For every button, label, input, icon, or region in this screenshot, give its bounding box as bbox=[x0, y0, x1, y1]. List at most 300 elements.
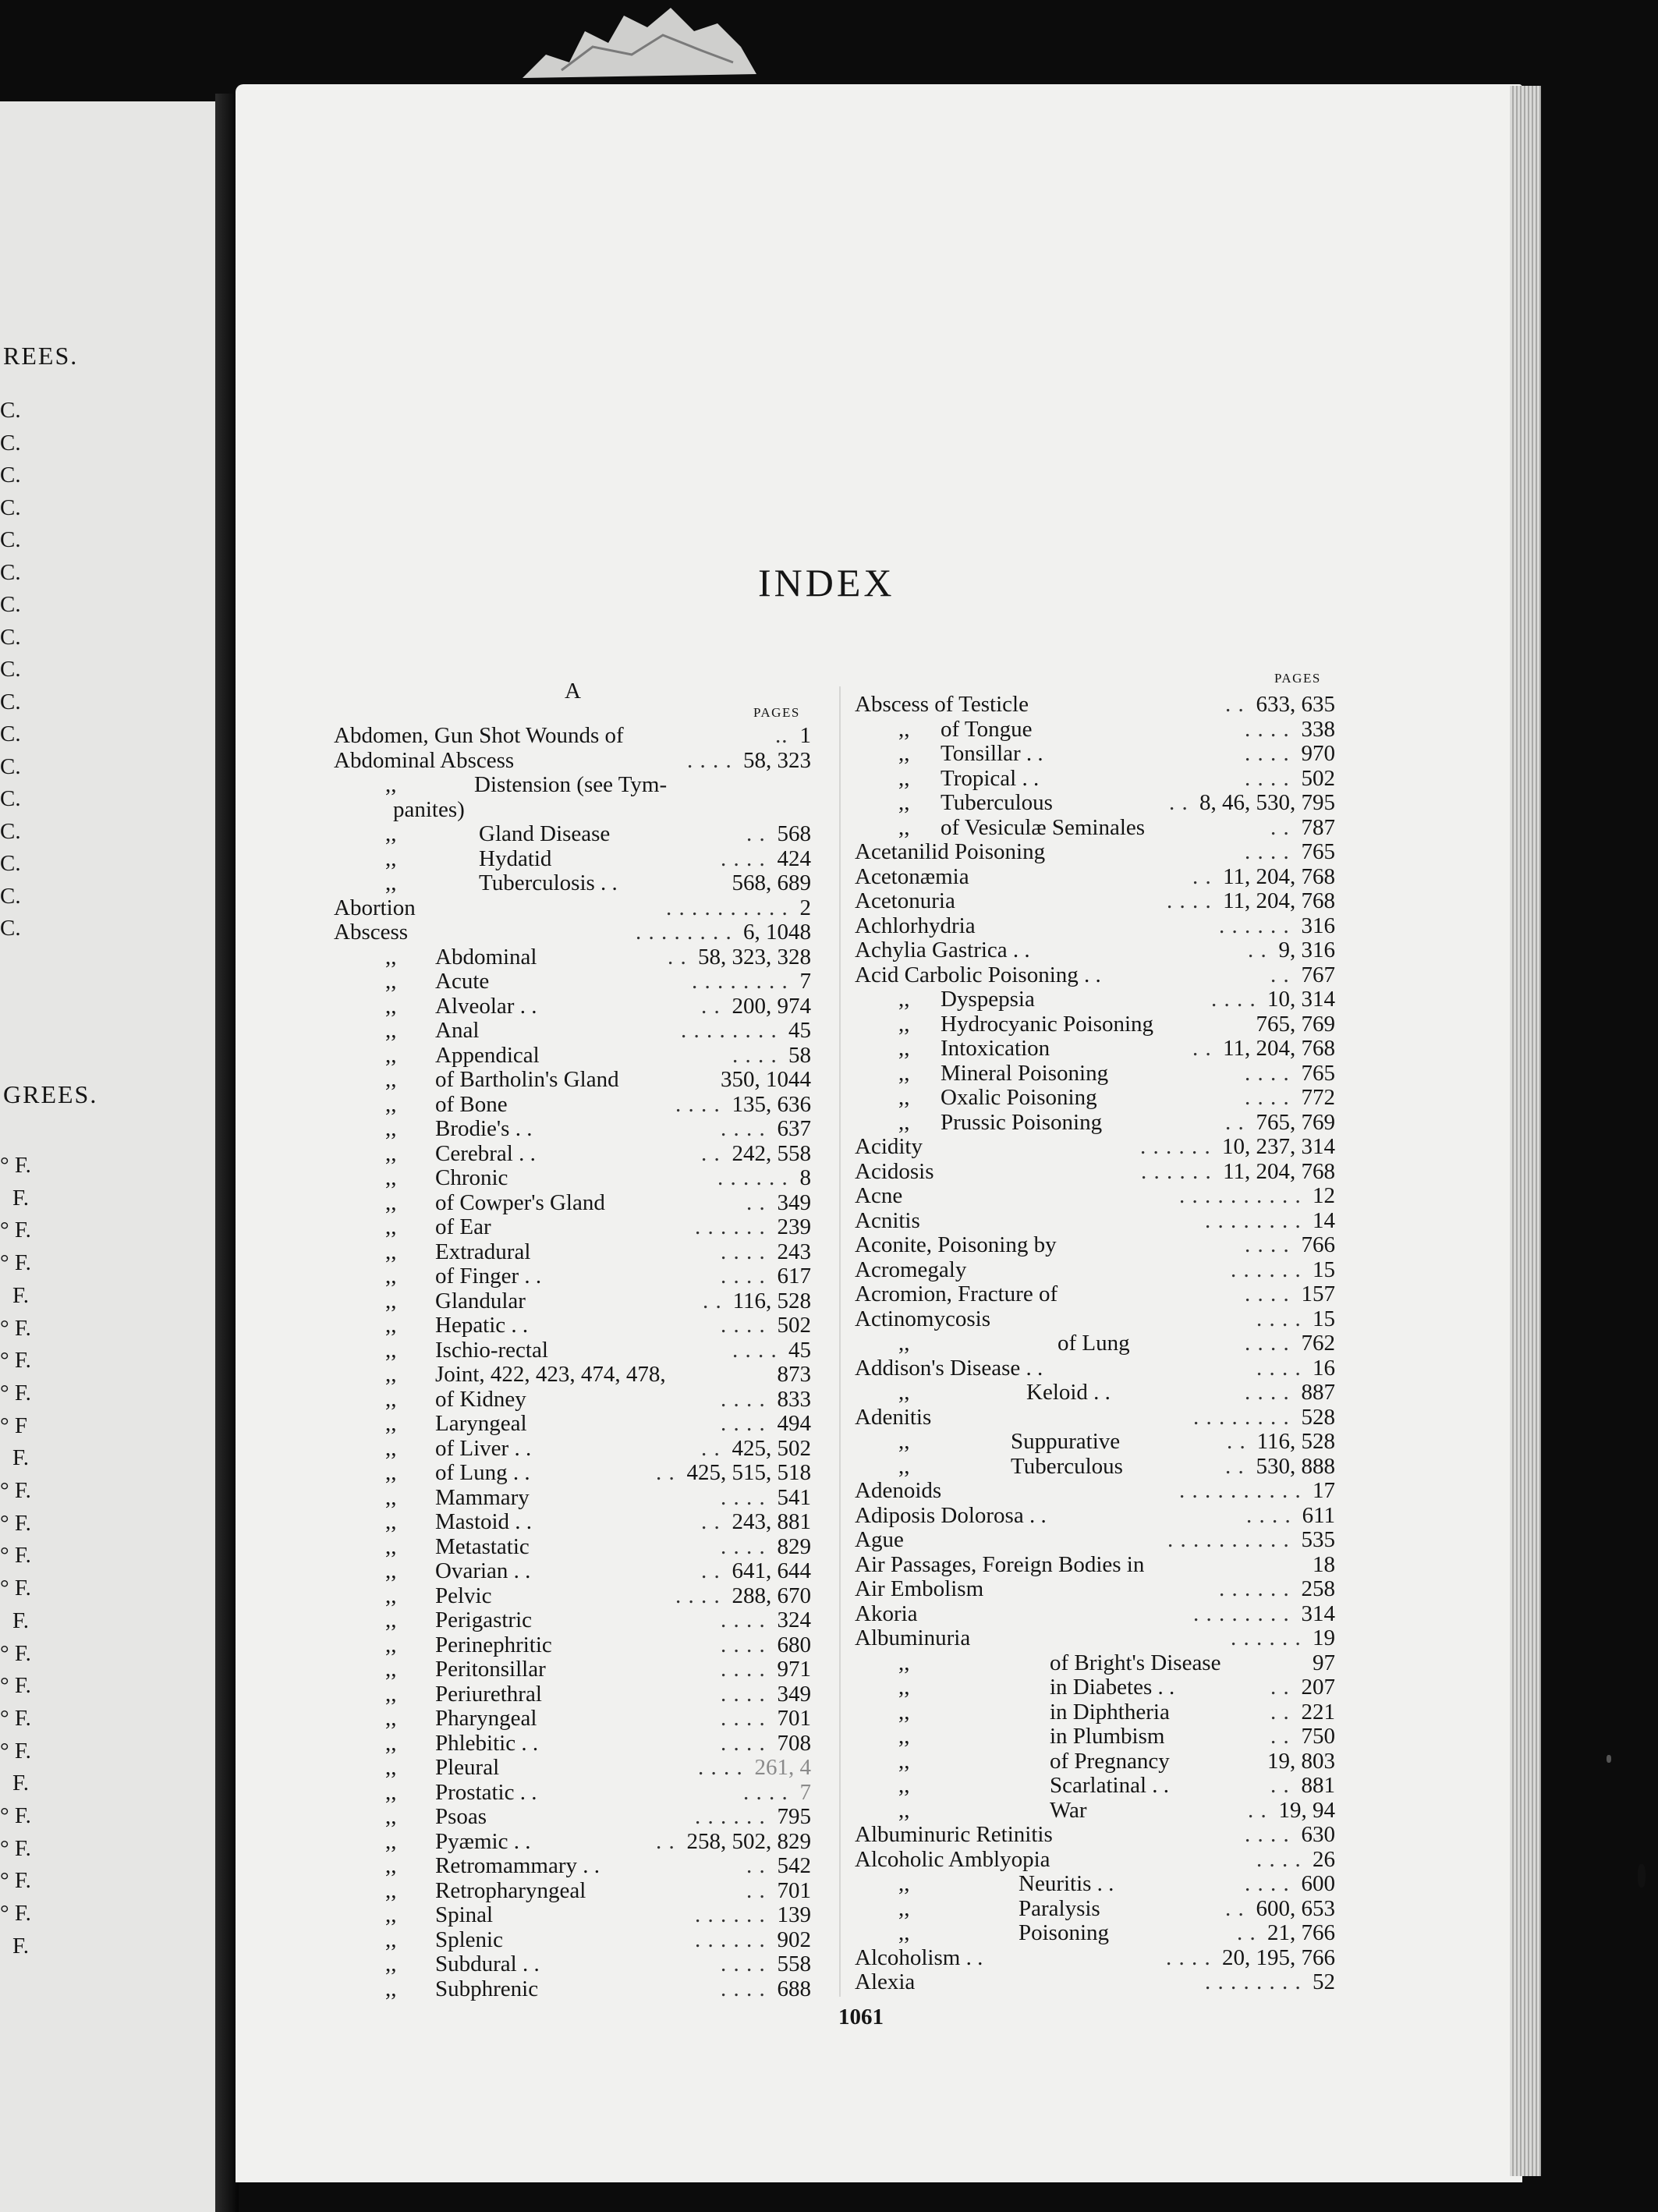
index-entry bbox=[855, 1774, 1335, 1798]
index-entry bbox=[855, 1799, 1335, 1823]
leader-dots: . . bbox=[746, 1853, 766, 1878]
index-term: of Bright's Disease bbox=[1050, 1650, 1221, 1675]
leader-dots: . . . . bbox=[721, 1951, 766, 1976]
leader-dots: . . . . bbox=[1245, 1085, 1290, 1110]
index-entry bbox=[334, 1535, 811, 1559]
index-term: Pharyngeal bbox=[435, 1706, 537, 1731]
leader-dots: . . . . . . bbox=[1141, 1158, 1212, 1184]
index-entry bbox=[855, 1479, 1335, 1503]
page-reference: 1 bbox=[799, 723, 811, 748]
index-entry bbox=[334, 773, 811, 797]
index-entry bbox=[334, 1117, 811, 1141]
leader-dots: . . . . . . . . . . bbox=[666, 895, 788, 920]
index-term: Joint, 422, 423, 474, 478, bbox=[435, 1362, 666, 1387]
leader-dots: . . bbox=[1270, 962, 1290, 987]
column-divider bbox=[839, 686, 841, 1997]
leader-dots: . . . . bbox=[721, 1386, 766, 1412]
page-reference: 502 bbox=[777, 1313, 811, 1338]
page-reference: 568 bbox=[777, 821, 811, 846]
ditto-mark: ,, bbox=[385, 1877, 397, 1903]
index-term: Acnitis bbox=[855, 1207, 920, 1233]
page-reference: 19, 94 bbox=[1278, 1797, 1335, 1823]
leader-dots: . . . . bbox=[732, 1337, 778, 1363]
previous-page-heading-1: REES. bbox=[3, 342, 79, 370]
page-reference: 45 bbox=[788, 1018, 811, 1043]
index-entry bbox=[855, 865, 1335, 889]
index-term: Acetonuria bbox=[855, 888, 955, 913]
page-reference: 350, 1044 bbox=[721, 1067, 811, 1092]
index-term: Chronic bbox=[435, 1165, 508, 1190]
ditto-mark: ,, bbox=[385, 1460, 397, 1485]
leader-dots: . . . . bbox=[1256, 1846, 1302, 1872]
index-entry bbox=[855, 1921, 1335, 1945]
leader-dots: . . . . bbox=[721, 1239, 766, 1264]
page-reference: 708 bbox=[777, 1730, 811, 1756]
index-term: Achylia Gastrica . . bbox=[855, 938, 1030, 962]
index-term: panites) bbox=[393, 796, 465, 822]
page-reference: 701 bbox=[777, 1706, 811, 1731]
ditto-mark: ,, bbox=[385, 1091, 397, 1117]
page-reference: 18 bbox=[1313, 1551, 1335, 1577]
index-term: Intoxication bbox=[941, 1036, 1050, 1061]
index-term: Air Embolism bbox=[855, 1576, 984, 1601]
ditto-mark: ,, bbox=[898, 1085, 910, 1110]
page-reference: 258 bbox=[1301, 1576, 1335, 1601]
previous-page-line: ° F. bbox=[0, 1510, 31, 1536]
index-term: Suppurative bbox=[1011, 1429, 1121, 1454]
index-entry bbox=[334, 1707, 811, 1731]
page-reference: 765, 769 bbox=[1256, 1011, 1335, 1037]
index-term: Adenoids bbox=[855, 1478, 942, 1503]
index-term: Acute bbox=[435, 969, 490, 994]
page-reference: 829 bbox=[777, 1533, 811, 1559]
page-reference: 116, 528 bbox=[732, 1288, 811, 1313]
index-entry bbox=[334, 1633, 811, 1657]
index-entry bbox=[334, 1756, 811, 1780]
leader-dots: . . . . bbox=[721, 1657, 766, 1682]
index-term: Retropharyngeal bbox=[435, 1877, 586, 1903]
index-entry bbox=[855, 1037, 1335, 1061]
page-reference: 528 bbox=[1301, 1404, 1335, 1430]
leader-dots: . . bbox=[1270, 1699, 1290, 1725]
index-entry bbox=[334, 724, 811, 748]
index-entry bbox=[855, 1504, 1335, 1528]
previous-page-line: ° F. bbox=[0, 1380, 31, 1406]
index-entry bbox=[334, 1805, 811, 1829]
ditto-mark: ,, bbox=[385, 1018, 397, 1043]
leader-dots: . . bbox=[703, 1288, 722, 1313]
index-entry bbox=[855, 1848, 1335, 1872]
ditto-mark: ,, bbox=[385, 993, 397, 1019]
page-reference: 12 bbox=[1313, 1183, 1335, 1208]
ditto-mark: ,, bbox=[385, 1755, 397, 1780]
previous-page-line: C. bbox=[0, 527, 21, 552]
page-reference: 558 bbox=[777, 1951, 811, 1976]
page-reference: 541 bbox=[777, 1484, 811, 1510]
ditto-mark: ,, bbox=[385, 1313, 397, 1338]
page-reference: 765 bbox=[1301, 839, 1335, 864]
page-reference: 765 bbox=[1301, 1060, 1335, 1086]
index-entry bbox=[334, 1952, 811, 1976]
page-reference: 425, 515, 518 bbox=[686, 1460, 811, 1485]
index-entry bbox=[855, 1356, 1335, 1381]
page-reference: 19, 803 bbox=[1267, 1748, 1335, 1774]
index-entry bbox=[855, 938, 1335, 962]
index-term: Glandular bbox=[435, 1288, 526, 1313]
index-term: Ischio-rectal bbox=[435, 1337, 548, 1363]
page-reference: 45 bbox=[788, 1337, 811, 1363]
index-entry bbox=[334, 1313, 811, 1338]
page-reference: 242, 558 bbox=[732, 1140, 811, 1166]
leader-dots: . . bbox=[1237, 1920, 1256, 1945]
index-term: Adenitis bbox=[855, 1404, 932, 1430]
index-term: in Plumbism bbox=[1050, 1724, 1165, 1749]
ditto-mark: ,, bbox=[385, 1214, 397, 1239]
ditto-mark: ,, bbox=[385, 1189, 397, 1215]
page-reference: 502 bbox=[1301, 765, 1335, 791]
page-reference: 600 bbox=[1301, 1871, 1335, 1896]
page-reference: 15 bbox=[1313, 1257, 1335, 1282]
leader-dots: . . . . . . bbox=[1140, 1134, 1211, 1159]
ditto-mark: ,, bbox=[898, 1011, 910, 1037]
ditto-mark: ,, bbox=[898, 790, 910, 815]
index-term: Hepatic . . bbox=[435, 1313, 529, 1338]
index-term: Keloid . . bbox=[1026, 1380, 1111, 1405]
page-reference: 200, 974 bbox=[732, 993, 811, 1019]
ditto-mark: ,, bbox=[385, 1657, 397, 1682]
previous-page-line: ° F. bbox=[0, 1640, 31, 1666]
index-entry bbox=[334, 1584, 811, 1608]
previous-page-fragment bbox=[0, 101, 215, 2212]
leader-dots: . . . . bbox=[721, 1313, 766, 1338]
page-reference: 58, 323, 328 bbox=[698, 944, 811, 970]
margin-speck bbox=[1638, 1864, 1646, 1888]
ditto-mark: ,, bbox=[385, 772, 397, 797]
ditto-mark: ,, bbox=[385, 1681, 397, 1707]
page-reference: 970 bbox=[1301, 741, 1335, 766]
page-reference: 701 bbox=[777, 1877, 811, 1903]
leader-dots: . . . . bbox=[721, 1116, 766, 1141]
ditto-mark: ,, bbox=[385, 1165, 397, 1190]
ditto-mark: ,, bbox=[898, 1380, 910, 1405]
ditto-mark: ,, bbox=[898, 987, 910, 1012]
ditto-mark: ,, bbox=[385, 1976, 397, 2001]
index-term: War bbox=[1050, 1797, 1087, 1823]
page-reference: 8 bbox=[799, 1165, 811, 1190]
index-entry bbox=[855, 742, 1335, 766]
leader-dots: . . . . . . . . bbox=[681, 1018, 778, 1043]
ditto-mark: ,, bbox=[385, 1386, 397, 1412]
index-entry bbox=[334, 847, 811, 871]
page-reference: 611 bbox=[1302, 1502, 1335, 1528]
leader-dots: . . bbox=[668, 944, 687, 970]
page-reference: 26 bbox=[1313, 1846, 1335, 1872]
index-term: Acromegaly bbox=[855, 1257, 967, 1282]
leader-dots: . . . . bbox=[721, 1608, 766, 1632]
ditto-mark: ,, bbox=[385, 845, 397, 871]
index-term: Abdomen, Gun Shot Wounds of bbox=[334, 723, 624, 748]
index-entry bbox=[334, 1461, 811, 1485]
index-term: Tuberculous bbox=[941, 790, 1053, 815]
index-term: Adiposis Dolorosa . . bbox=[855, 1502, 1047, 1528]
leader-dots: . . . . bbox=[675, 1091, 721, 1117]
leader-dots: . . . . . . bbox=[1219, 913, 1290, 938]
index-entry bbox=[855, 987, 1335, 1012]
page-reference: 772 bbox=[1301, 1085, 1335, 1110]
page-reference: 21, 766 bbox=[1267, 1920, 1335, 1945]
leader-dots: . . . . bbox=[721, 1264, 766, 1289]
index-term: Acne bbox=[855, 1183, 903, 1208]
page-reference: 767 bbox=[1301, 962, 1335, 987]
previous-page-line: ° F. bbox=[0, 1835, 31, 1861]
previous-page-line: ° F. bbox=[0, 1576, 31, 1601]
ditto-mark: ,, bbox=[385, 1140, 397, 1166]
index-entry bbox=[855, 1946, 1335, 1970]
page-reference: 787 bbox=[1301, 814, 1335, 840]
page-reference: 11, 204, 768 bbox=[1223, 1158, 1335, 1184]
index-entry bbox=[855, 963, 1335, 987]
index-term: Pelvic bbox=[435, 1583, 492, 1608]
leader-dots: . . . . bbox=[1246, 1502, 1291, 1528]
index-term: Subdural . . bbox=[435, 1951, 540, 1976]
index-entry bbox=[855, 1111, 1335, 1135]
index-term: Perinephritic bbox=[435, 1632, 552, 1657]
index-entry bbox=[855, 914, 1335, 938]
ditto-mark: ,, bbox=[898, 765, 910, 791]
page-reference: 881 bbox=[1301, 1773, 1335, 1798]
index-entry bbox=[334, 1903, 811, 1927]
ditto-mark: ,, bbox=[385, 1116, 397, 1141]
page-reference: 243, 881 bbox=[732, 1509, 811, 1534]
leader-dots: . . . . . . . . . . bbox=[1179, 1478, 1302, 1503]
index-entry bbox=[855, 1675, 1335, 1700]
index-term: Psoas bbox=[435, 1804, 487, 1829]
ditto-mark: ,, bbox=[898, 1109, 910, 1135]
page-reference: 338 bbox=[1301, 716, 1335, 742]
ditto-mark: ,, bbox=[385, 1484, 397, 1510]
index-term: Paralysis bbox=[1019, 1895, 1100, 1921]
index-term: Acetanilid Poisoning bbox=[855, 839, 1046, 864]
leader-dots: . . . . bbox=[721, 845, 766, 871]
index-term: Anal bbox=[435, 1018, 480, 1043]
leader-dots: . . bbox=[1248, 938, 1267, 962]
ditto-mark: ,, bbox=[385, 1509, 397, 1534]
index-term: Splenic bbox=[435, 1927, 503, 1952]
index-entry bbox=[855, 1233, 1335, 1257]
index-entry bbox=[334, 1289, 811, 1313]
index-entry bbox=[334, 749, 811, 773]
page-reference: 139 bbox=[777, 1902, 811, 1927]
page-reference: 10, 314 bbox=[1267, 987, 1335, 1012]
page-reference: 765, 769 bbox=[1256, 1109, 1335, 1135]
index-term: Periurethral bbox=[435, 1681, 542, 1707]
leader-dots: . . bbox=[701, 1509, 721, 1534]
index-term: Perigastric bbox=[435, 1608, 533, 1632]
ditto-mark: ,, bbox=[898, 1895, 910, 1921]
leader-dots: . . . . bbox=[1245, 1822, 1290, 1847]
page-reference: 11, 204, 768 bbox=[1223, 1036, 1335, 1061]
previous-page-line: F. bbox=[12, 1282, 30, 1308]
leader-dots: . . bbox=[701, 1558, 721, 1583]
index-term: of Bartholin's Gland bbox=[435, 1067, 619, 1092]
index-entry bbox=[855, 1406, 1335, 1430]
index-entry bbox=[855, 816, 1335, 840]
page-reference: 750 bbox=[1301, 1724, 1335, 1749]
previous-page-line: ° F. bbox=[0, 1478, 31, 1503]
index-entry bbox=[334, 1559, 811, 1583]
leader-dots: . . . . bbox=[721, 1484, 766, 1510]
index-entry bbox=[855, 1086, 1335, 1110]
page-reference: 766 bbox=[1301, 1232, 1335, 1257]
page-reference: 530, 888 bbox=[1256, 1453, 1335, 1479]
index-term: Neuritis . . bbox=[1019, 1871, 1114, 1896]
index-term: Abdominal Abscess bbox=[334, 747, 515, 773]
ditto-mark: ,, bbox=[898, 1920, 910, 1945]
ditto-mark: ,, bbox=[385, 1239, 397, 1264]
index-term: Tuberculosis . . bbox=[479, 870, 618, 895]
previous-page-line: C. bbox=[0, 883, 21, 909]
leader-dots: . . bbox=[746, 821, 766, 846]
index-term: Achlorhydria bbox=[855, 913, 976, 938]
previous-page-line: ° F. bbox=[0, 1803, 31, 1828]
ditto-mark: ,, bbox=[385, 1853, 397, 1878]
previous-page-line: C. bbox=[0, 721, 21, 746]
index-entry bbox=[334, 1215, 811, 1239]
index-term: Scarlatinal . . bbox=[1050, 1773, 1170, 1798]
previous-page-line: C. bbox=[0, 495, 21, 520]
leader-dots: . . bbox=[1270, 1773, 1290, 1798]
index-term: of Vesiculæ Seminales bbox=[941, 814, 1146, 840]
index-entry bbox=[334, 1486, 811, 1510]
ditto-mark: ,, bbox=[385, 1288, 397, 1313]
index-entry bbox=[855, 1209, 1335, 1233]
page-reference: 349 bbox=[777, 1681, 811, 1707]
page-reference: 15 bbox=[1313, 1306, 1335, 1331]
leader-dots: . . . . . . bbox=[1219, 1576, 1290, 1601]
index-term: of Lung bbox=[1058, 1331, 1130, 1356]
page-reference: 795 bbox=[777, 1804, 811, 1829]
index-term: Mineral Poisoning bbox=[941, 1060, 1109, 1086]
ditto-mark: ,, bbox=[898, 1036, 910, 1061]
leader-dots: . . bbox=[746, 1189, 766, 1215]
ditto-mark: ,, bbox=[898, 1650, 910, 1675]
leader-dots: . . . . bbox=[1245, 1232, 1290, 1257]
ditto-mark: ,, bbox=[385, 1730, 397, 1756]
index-entry bbox=[334, 1510, 811, 1534]
index-entry bbox=[855, 1651, 1335, 1675]
ditto-mark: ,, bbox=[385, 870, 397, 895]
leader-dots: . . bbox=[1225, 1895, 1245, 1921]
index-term: Pyæmic . . bbox=[435, 1828, 531, 1854]
index-entry bbox=[855, 1528, 1335, 1552]
index-entry bbox=[334, 1166, 811, 1190]
index-term: Peritonsillar bbox=[435, 1657, 546, 1682]
index-term: of Pregnancy bbox=[1050, 1748, 1170, 1774]
previous-page-line: ° F. bbox=[0, 1673, 31, 1699]
ditto-mark: ,, bbox=[898, 1429, 910, 1454]
leader-dots: . . . . bbox=[721, 1681, 766, 1707]
leader-dots: . . . . bbox=[1167, 888, 1212, 913]
leader-dots: . . . . bbox=[1245, 1281, 1290, 1306]
page-reference: 6, 1048 bbox=[743, 920, 811, 945]
leader-dots: . . . . . . . . bbox=[692, 969, 788, 994]
index-term: in Diphtheria bbox=[1050, 1699, 1170, 1725]
index-term: Alexia bbox=[855, 1969, 916, 1994]
section-letter: A bbox=[565, 679, 581, 704]
index-term: Subphrenic bbox=[435, 1976, 539, 2001]
index-entry bbox=[334, 920, 811, 945]
index-term: of Finger . . bbox=[435, 1264, 542, 1289]
index-entry bbox=[855, 1749, 1335, 1774]
page-reference: 542 bbox=[777, 1853, 811, 1878]
index-entry bbox=[334, 1412, 811, 1436]
index-entry bbox=[855, 791, 1335, 815]
index-term: Acetonæmia bbox=[855, 863, 969, 889]
previous-page-line: ° F. bbox=[0, 1348, 31, 1374]
page-reference: 887 bbox=[1301, 1380, 1335, 1405]
leader-dots: . . bbox=[1270, 814, 1290, 840]
index-entry bbox=[855, 1184, 1335, 1208]
ditto-mark: ,, bbox=[385, 969, 397, 994]
ditto-mark: ,, bbox=[385, 1927, 397, 1952]
index-term: Hydrocyanic Poisoning bbox=[941, 1011, 1154, 1037]
page-reference: 7 bbox=[799, 969, 811, 994]
previous-page-line: C. bbox=[0, 592, 21, 617]
page-reference: 568, 689 bbox=[732, 870, 811, 895]
ditto-mark: ,, bbox=[385, 1558, 397, 1583]
ditto-mark: ,, bbox=[385, 1533, 397, 1559]
ditto-mark: ,, bbox=[898, 1871, 910, 1896]
index-entry bbox=[855, 1307, 1335, 1331]
page-reference: 316 bbox=[1301, 913, 1335, 938]
page-reference: 762 bbox=[1301, 1331, 1335, 1356]
index-term: Albuminuric Retinitis bbox=[855, 1822, 1053, 1847]
leader-dots: . . bbox=[656, 1828, 675, 1854]
page-reference: 971 bbox=[777, 1657, 811, 1682]
index-entry bbox=[334, 822, 811, 846]
index-term: Pleural bbox=[435, 1755, 500, 1780]
page-reference: 424 bbox=[777, 845, 811, 871]
index-entry bbox=[855, 1135, 1335, 1159]
page-reference: 58, 323 bbox=[743, 747, 811, 773]
index-term: Akoria bbox=[855, 1601, 918, 1626]
previous-page-line: ° F. bbox=[0, 1315, 31, 1341]
page-reference: 633, 635 bbox=[1256, 692, 1335, 717]
leader-dots: . . bbox=[746, 1877, 766, 1903]
page-reference: 8, 46, 530, 795 bbox=[1199, 790, 1335, 815]
ditto-mark: ,, bbox=[898, 1699, 910, 1725]
leader-dots: . . bbox=[1192, 863, 1212, 889]
leader-dots: . . . . bbox=[1245, 716, 1290, 742]
leader-dots: . . . . . . bbox=[717, 1165, 788, 1190]
ditto-mark: ,, bbox=[385, 1632, 397, 1657]
ditto-mark: ,, bbox=[385, 1264, 397, 1289]
index-term: Air Passages, Foreign Bodies in bbox=[855, 1551, 1145, 1577]
page-reference: 494 bbox=[777, 1411, 811, 1436]
leader-dots: . . . . . . bbox=[695, 1902, 766, 1927]
index-term: Mastoid . . bbox=[435, 1509, 533, 1534]
leader-dots: . . . . bbox=[687, 747, 732, 773]
ditto-mark: ,, bbox=[385, 1042, 397, 1068]
index-term: Hydatid bbox=[479, 845, 552, 871]
index-term: Alveolar . . bbox=[435, 993, 537, 1019]
pages-heading-left: PAGES bbox=[753, 705, 800, 720]
index-entry bbox=[334, 994, 811, 1019]
previous-page-line: ° F. bbox=[0, 1901, 31, 1927]
ditto-mark: ,, bbox=[898, 1797, 910, 1823]
index-term: Abdominal bbox=[435, 944, 537, 970]
index-entry bbox=[855, 718, 1335, 742]
